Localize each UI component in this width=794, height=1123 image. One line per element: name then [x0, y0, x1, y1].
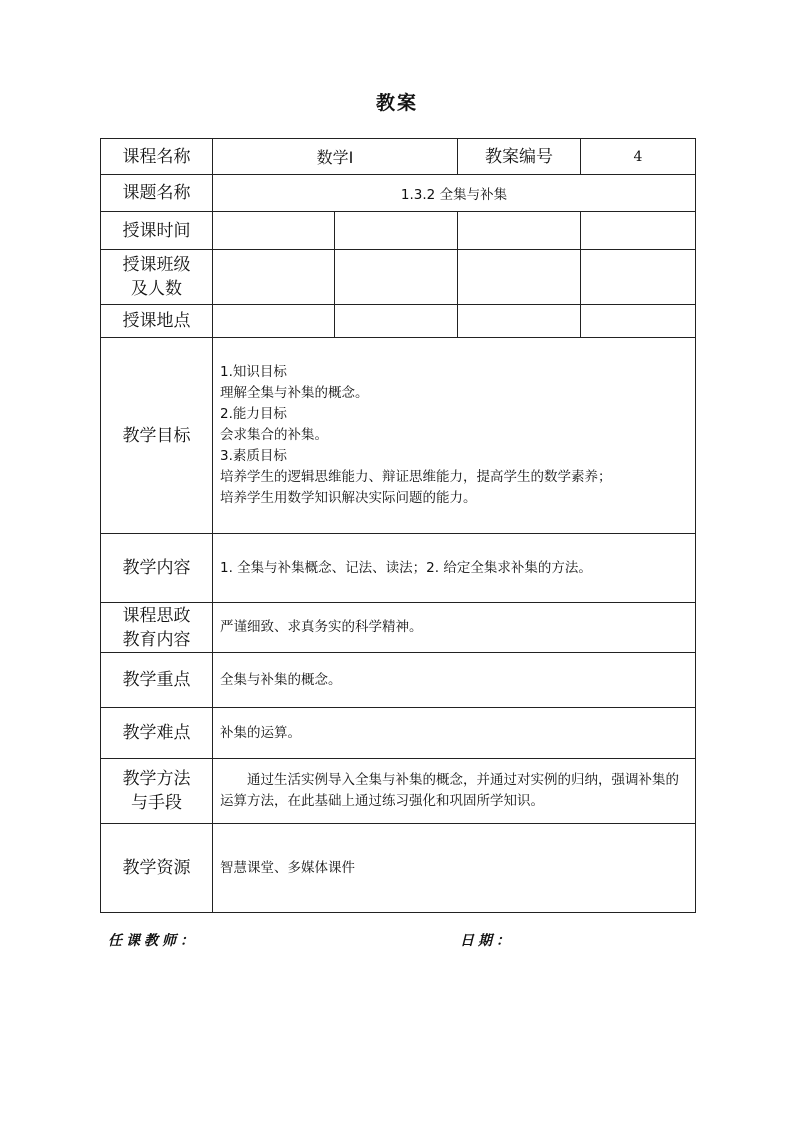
- class-cell-4: [581, 250, 696, 305]
- place-cell-4: [581, 305, 696, 338]
- key-points-label: 教学重点: [101, 653, 213, 708]
- methods-label: [101, 759, 213, 824]
- methods-value: 通过生活实例导入全集与补集的概念，并通过对实例的归纳，强调补集的运算方法，在此基础上通过练习强化和巩固所学知识。: [213, 759, 696, 824]
- row-key-points: [101, 653, 696, 708]
- ideology-label-line-1: 课程思政: [122, 605, 191, 626]
- row-goals: [101, 338, 696, 534]
- class-cell-2: [335, 250, 458, 305]
- row-place: [101, 305, 696, 338]
- time-label: 授课时间: [101, 212, 213, 250]
- goal-line: 3.素质目标: [220, 448, 287, 464]
- topic-value: 1.3.2 全集与补集: [213, 175, 696, 212]
- time-cell-3: [458, 212, 581, 250]
- methods-label-line-2: 与手段: [131, 793, 182, 813]
- ideology-label: [101, 603, 213, 653]
- goal-line: 1.知识目标: [220, 364, 287, 380]
- resources-value: 智慧课堂、多媒体课件: [213, 824, 696, 913]
- place-cell-2: [335, 305, 458, 338]
- course-name-value: 数学Ⅰ: [213, 139, 458, 175]
- ideology-value: 严谨细致、求真务实的科学精神。: [213, 603, 696, 653]
- teacher-signature-label: 任课教师：: [108, 933, 198, 949]
- row-class: [101, 250, 696, 305]
- date-label: 日期：: [460, 933, 514, 949]
- row-time: [101, 212, 696, 250]
- plan-no-label: 教案编号: [458, 139, 581, 175]
- methods-label-line-1: 教学方法: [122, 769, 191, 789]
- place-cell-1: [213, 305, 335, 338]
- topic-label: 课题名称: [101, 175, 213, 212]
- goal-line: 培养学生的逻辑思维能力、辩证思维能力，提高学生的数学素养；: [220, 469, 612, 485]
- place-label: 授课地点: [101, 305, 213, 338]
- row-difficulties: [101, 708, 696, 759]
- goals-value: [213, 338, 696, 534]
- row-course: [101, 139, 696, 175]
- row-ideology: [101, 603, 696, 653]
- class-cell-1: [213, 250, 335, 305]
- key-points-value: 全集与补集的概念。: [213, 653, 696, 708]
- content-value: 1. 全集与补集概念、记法、读法；2. 给定全集求补集的方法。: [213, 534, 696, 603]
- place-cell-3: [458, 305, 581, 338]
- plan-no-value: 4: [581, 139, 696, 175]
- resources-label: 教学资源: [101, 824, 213, 913]
- lesson-plan-table: [100, 138, 696, 913]
- row-resources: [101, 824, 696, 913]
- page-title: 教案: [375, 92, 418, 114]
- goal-line: 会求集合的补集。: [220, 427, 328, 443]
- goal-line: 2.能力目标: [220, 406, 287, 422]
- time-cell-1: [213, 212, 335, 250]
- class-label-line-2: 及人数: [131, 279, 182, 299]
- time-cell-2: [335, 212, 458, 250]
- class-cell-3: [458, 250, 581, 305]
- goal-line: 理解全集与补集的概念。: [220, 385, 369, 401]
- time-cell-4: [581, 212, 696, 250]
- row-methods: [101, 759, 696, 824]
- class-label: [101, 250, 213, 305]
- class-label-line-1: 授课班级: [122, 255, 191, 275]
- content-label: 教学内容: [101, 534, 213, 603]
- ideology-label-line-2: 教育内容: [122, 629, 191, 650]
- goal-line: 培养学生用数学知识解决实际问题的能力。: [220, 490, 477, 506]
- goals-label: 教学目标: [101, 338, 213, 534]
- row-topic: [101, 175, 696, 212]
- difficulties-label: 教学难点: [101, 708, 213, 759]
- course-name-label: 课程名称: [101, 139, 213, 175]
- row-content: [101, 534, 696, 603]
- difficulties-value: 补集的运算。: [213, 708, 696, 759]
